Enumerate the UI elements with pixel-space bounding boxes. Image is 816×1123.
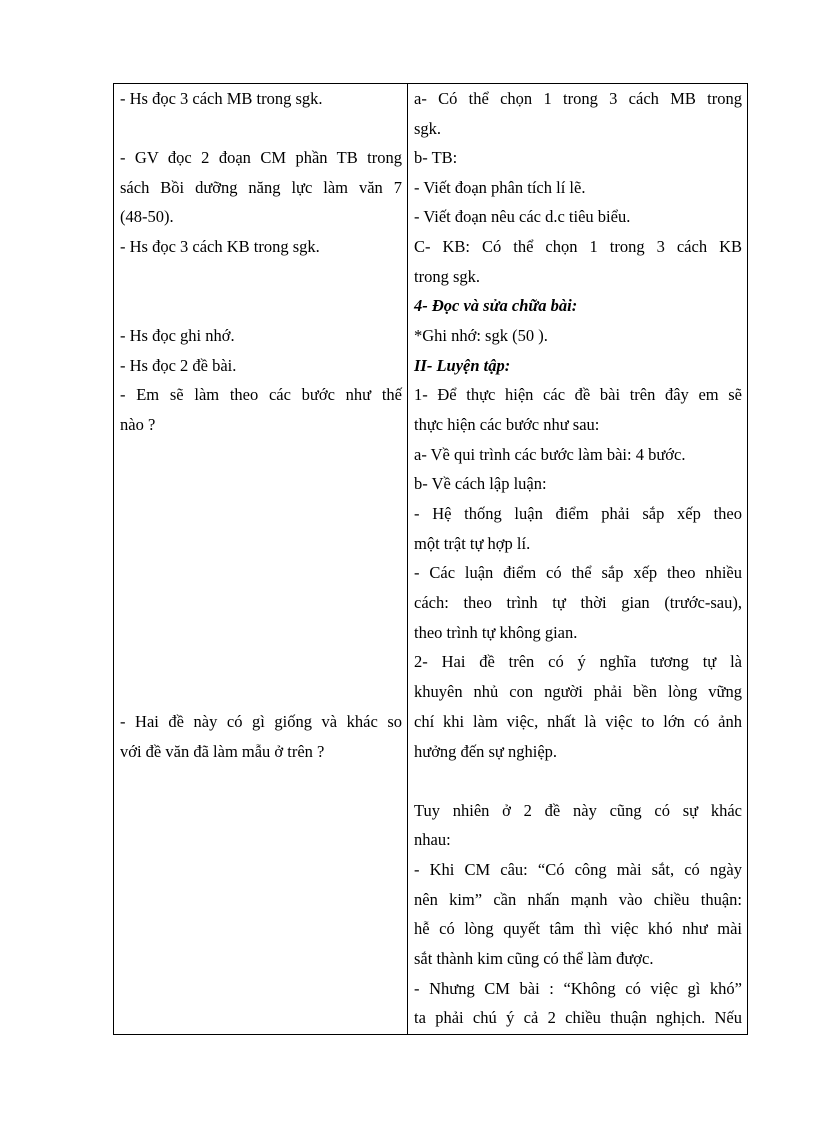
- content-line: trong sgk.: [414, 267, 480, 286]
- content-line: b- TB:: [414, 148, 458, 167]
- content-column: [408, 84, 749, 1034]
- section-heading: 4- Đọc và sửa chữa bài:: [414, 296, 578, 315]
- content-line: - Khi CM câu: “Có công mài sắt, có ngày: [414, 860, 742, 879]
- activity-line: sách Bồi dưỡng năng lực làm văn 7: [120, 178, 402, 197]
- content-line: 2- Hai đề trên có ý nghĩa tương tự là: [414, 652, 742, 671]
- activity-line: - Em sẽ làm theo các bước như thế: [120, 385, 402, 404]
- content-line: theo trình tự không gian.: [414, 623, 578, 642]
- content-line: ta phải chú ý cả 2 chiều thuận nghịch. Nếu: [414, 1008, 742, 1027]
- content-line: chí khi làm việc, nhất là việc to lớn có ảnh: [414, 712, 742, 731]
- content-line: hễ có lòng quyết tâm thì việc khó như mài: [414, 919, 742, 938]
- activity-line: - GV đọc 2 đoạn CM phần TB trong: [120, 148, 402, 167]
- content-line: nên kim” cần nhấn mạnh vào chiều thuận:: [414, 890, 742, 909]
- content-line: - Nhưng CM bài : “Không có việc gì khó”: [414, 979, 742, 998]
- activity-line: - Hs đọc 2 đề bài.: [120, 356, 237, 375]
- content-line: a- Về qui trình các bước làm bài: 4 bước.: [414, 445, 686, 464]
- activity-line: với đề văn đã làm mẫu ở trên ?: [120, 742, 325, 761]
- content-line: sgk.: [414, 119, 442, 138]
- content-line: a- Có thể chọn 1 trong 3 cách MB trong: [414, 89, 742, 108]
- activity-line: - Hs đọc 3 cách KB trong sgk.: [120, 237, 320, 256]
- content-line: sắt thành kim cũng có thể làm được.: [414, 949, 654, 968]
- content-line: một trật tự hợp lí.: [414, 534, 531, 553]
- content-line: *Ghi nhớ: sgk (50 ).: [414, 326, 548, 345]
- content-line: thực hiện các bước như sau:: [414, 415, 600, 434]
- section-heading: II- Luyện tập:: [414, 356, 511, 375]
- content-line: Tuy nhiên ở 2 đề này cũng có sự khác: [414, 801, 742, 820]
- content-line: C- KB: Có thể chọn 1 trong 3 cách KB: [414, 237, 742, 256]
- content-line: nhau:: [414, 830, 451, 849]
- activity-line: - Hs đọc ghi nhớ.: [120, 326, 235, 345]
- activity-line: (48-50).: [120, 207, 174, 226]
- content-line: khuyên nhủ con người phải bền lòng vững: [414, 682, 742, 701]
- activity-line: nào ?: [120, 415, 156, 434]
- activity-line: - Hai đề này có gì giống và khác so: [120, 712, 402, 731]
- activity-line: - Hs đọc 3 cách MB trong sgk.: [120, 89, 323, 108]
- activity-column: [114, 84, 407, 1034]
- content-line: hưởng đến sự nghiệp.: [414, 742, 558, 761]
- content-line: - Các luận điểm có thể sắp xếp theo nhiều: [414, 563, 742, 582]
- content-line: - Hệ thống luận điểm phải sắp xếp theo: [414, 504, 742, 523]
- content-line: - Viết đoạn phân tích lí lẽ.: [414, 178, 586, 197]
- content-line: - Viết đoạn nêu các d.c tiêu biểu.: [414, 207, 631, 226]
- content-line: b- Về cách lập luận:: [414, 474, 547, 493]
- content-line: cách: theo trình tự thời gian (trước-sau),: [414, 593, 742, 612]
- content-line: 1- Để thực hiện các đề bài trên đây em sẽ: [414, 385, 742, 404]
- lesson-table: [113, 83, 748, 1035]
